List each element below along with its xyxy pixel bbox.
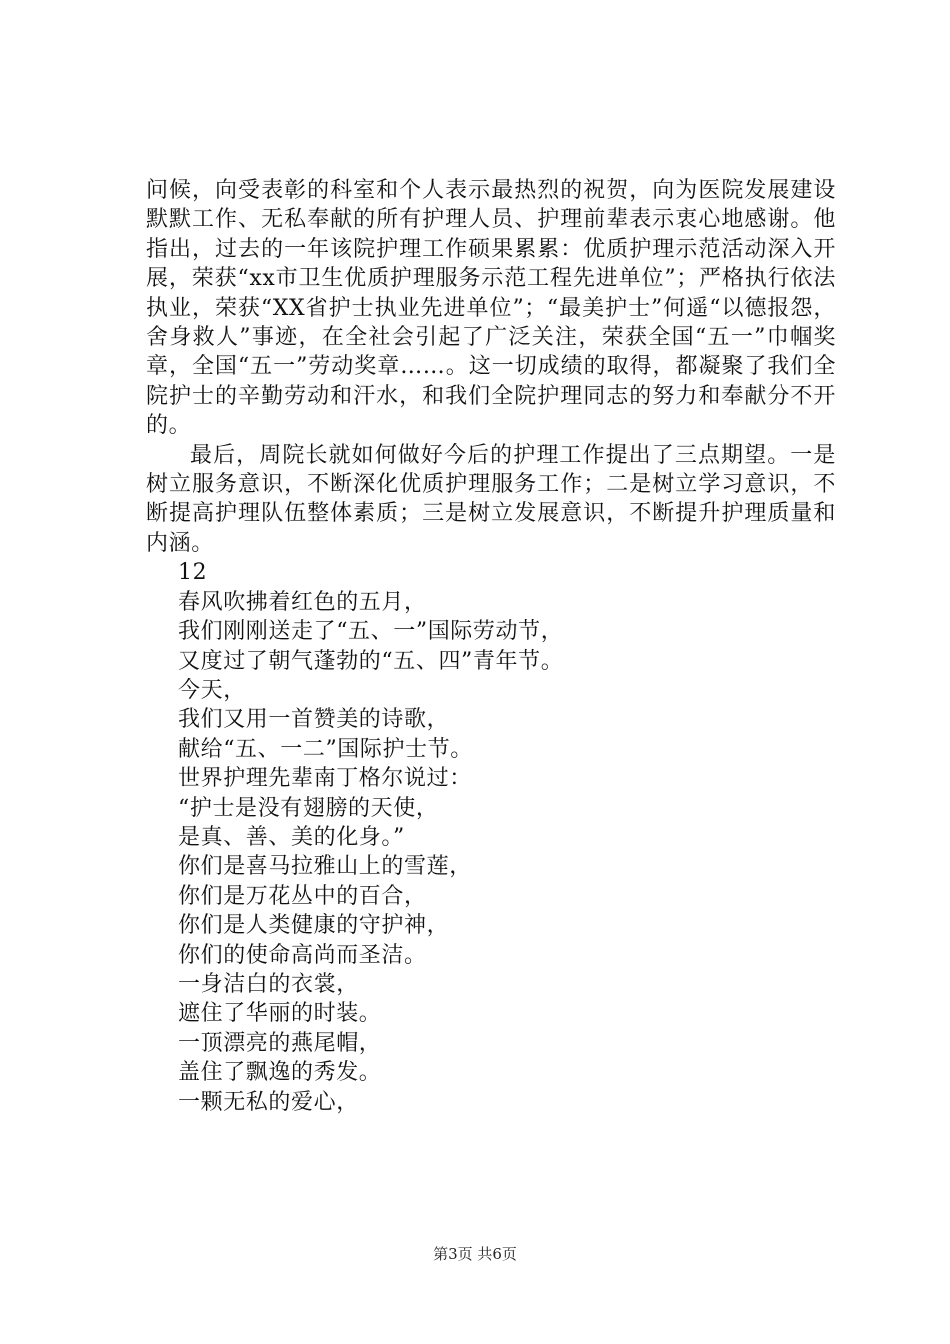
poem-line: 我们刚刚送走了“五、一”国际劳动节， — [178, 619, 564, 645]
poem-line: 今天， — [178, 677, 246, 703]
poem-line: 世界护理先辈南丁格尔说过： — [178, 766, 472, 792]
poem — [146, 558, 836, 1117]
poem-line: 你们是喜马拉雅山上的雪莲， — [178, 854, 472, 880]
page-footer — [0, 1244, 950, 1264]
poem-line: 遮住了华丽的时装。 — [178, 1001, 382, 1027]
poem-line: 又度过了朝气蓬勃的“五、四”青年节。 — [178, 648, 564, 674]
poem-line: 一颗无私的爱心， — [178, 1089, 359, 1115]
poem-line: 一顶漂亮的燕尾帽， — [178, 1030, 382, 1056]
poem-line: 盖住了飘逸的秀发。 — [178, 1060, 382, 1086]
poem-line: 你们的使命高尚而圣洁。 — [178, 942, 427, 968]
poem-line: 你们是万花丛中的百合， — [178, 883, 427, 909]
document-body — [146, 176, 836, 1117]
poem-line: “护士是没有翅膀的天使， — [178, 795, 439, 821]
poem-line: 我们又用一首赞美的诗歌， — [178, 707, 450, 733]
poem-line: 献给“五、一二”国际护士节。 — [178, 736, 473, 762]
paragraph-expectations: 最后，周院长就如何做好今后的护理工作提出了三点期望。一是树立服务意识，不断深化优质护理服务工作；二是树立学习意识，不断提高护理队伍整体素质；三是树立发展意识，不断提升护理质量和内涵。 — [146, 442, 836, 556]
poem-number: 12 — [178, 560, 208, 586]
poem-line: 一身洁白的衣裳， — [178, 971, 359, 997]
poem-line: 春风吹拂着红色的五月， — [178, 589, 427, 615]
paragraph-praise: 问候，向受表彰的科室和个人表示最热烈的祝贺，向为医院发展建设默默工作、无私奉献的所有护理人员、护理前辈表示衷心地感谢。他指出，过去的一年该院护理工作硕果累累：优质护理示范活动深入开展，荣获“xx市卫生优质护理服务示范工程先进单位”；严格执行依法执业，荣获“XX省护士执业先进单位”；“最美护士”何遥“以德报怨，舍身救人”事迹，在全社会引起了广泛关注，荣获全国“五一”巾帼奖章，全国“五一”劳动奖章……。这一切成绩的取得，都凝聚了我们全院护士的辛勤劳动和汗水，和我们全院护理同志的努力和奉献分不开的。 — [146, 178, 836, 439]
page-number: 第3页 共6页 — [433, 1245, 517, 1263]
poem-line: 你们是人类健康的守护神， — [178, 913, 450, 939]
poem-line: 是真、善、美的化身。” — [178, 824, 405, 850]
